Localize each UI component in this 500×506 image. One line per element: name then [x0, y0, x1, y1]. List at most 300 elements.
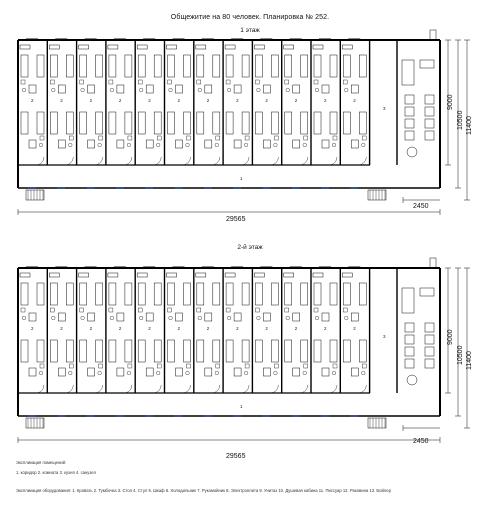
- floor-2-bedside-table: [21, 308, 25, 312]
- floor-2-entrance-stairs: [26, 418, 44, 428]
- floor-2-chair: [81, 316, 85, 320]
- floor-2-table: [176, 313, 183, 321]
- floor-2-table: [29, 313, 36, 321]
- floor-1-bed: [330, 55, 337, 77]
- floor-1-wardrobe: [196, 45, 206, 49]
- floor-2-bed: [109, 283, 116, 305]
- floor-1-bed: [80, 112, 87, 134]
- legend-equipment: Экспликация оборудования: 1. Кровать 2. Тумбочка 3. Стол 4. Стул 5. Шкаф 6. Холодильник 7. Рукомойник 8. Электроплита 9. Унитаз 10. Душевая кабина 11. Писсуар 12. Раковина 13. Бойлер: [16, 488, 391, 493]
- floor-1-bed: [242, 112, 249, 134]
- floor-1-bed: [50, 55, 57, 77]
- floor-2-bed: [154, 283, 161, 305]
- floor-1-table: [29, 140, 36, 148]
- floor-1-bed: [138, 112, 145, 134]
- floor-2-wardrobe: [108, 273, 118, 277]
- floor-2-room-number: 2: [353, 326, 356, 331]
- floor-1-height-10500: 10500: [457, 110, 464, 130]
- floor-2-bed: [80, 340, 87, 362]
- floor-1-toilet-stall: [425, 95, 434, 104]
- floor-2-bedside-table: [138, 308, 142, 312]
- floor-2-toilet-stall: [425, 335, 434, 344]
- floor-1-bed: [226, 55, 233, 77]
- floor-2-table: [234, 368, 241, 376]
- floor-2-table: [293, 368, 300, 376]
- floor-2-chair: [22, 316, 26, 320]
- floor-2-bed: [96, 283, 103, 305]
- floor-2-chair: [98, 371, 102, 375]
- floor-2-bedside-table: [245, 364, 249, 368]
- floor-2-chair: [215, 371, 219, 375]
- floor-1-bed: [197, 112, 204, 134]
- floor-2-table: [146, 368, 153, 376]
- floor-1-chair: [22, 88, 26, 92]
- floor-1-bed: [343, 112, 350, 134]
- floor-1-length-dimension: 29565: [226, 216, 246, 223]
- floor-1-bedside-table: [197, 80, 201, 84]
- floor-1-table: [58, 85, 65, 93]
- floor-2-sink: [407, 375, 417, 385]
- floor-1-chair: [303, 143, 307, 147]
- floor-1-chair: [169, 88, 173, 92]
- floor-1-room-number: 2: [89, 98, 93, 103]
- floor-2-bedside-table: [99, 364, 103, 368]
- floor-2-bedside-table: [197, 308, 201, 312]
- floor-2-bed: [138, 340, 145, 362]
- floor-2-bed: [359, 283, 366, 305]
- floor-1-chair: [110, 88, 114, 92]
- floor-1-bed: [255, 55, 262, 77]
- floor-1-bed: [285, 112, 292, 134]
- floor-2-bed: [285, 283, 292, 305]
- floor-1-room-number: 2: [60, 98, 63, 103]
- floor-1-bedside-table: [255, 80, 259, 84]
- floor-2-chair: [169, 316, 173, 320]
- floor-2-table: [263, 368, 270, 376]
- floor-2-bed: [343, 340, 350, 362]
- floor-1-table: [58, 140, 65, 148]
- floor-2-door-swing: [65, 385, 73, 393]
- floor-1-bedside-table: [304, 136, 308, 140]
- floor-1-bedside-table: [226, 80, 230, 84]
- floor-2-door-swing: [329, 385, 337, 393]
- floor-1-table: [176, 140, 183, 148]
- floor-1-door-swing: [270, 157, 278, 165]
- floor-1-bed: [242, 55, 249, 77]
- floor-2-bed: [109, 340, 116, 362]
- floor-1-chair: [52, 88, 56, 92]
- floor-1-vent-pipe: [430, 30, 436, 40]
- floor-1-chair: [69, 143, 73, 147]
- floor-2-table: [205, 368, 212, 376]
- floor-1-label: 1 этаж: [240, 27, 260, 34]
- floor-2-wardrobe: [254, 273, 264, 277]
- floor-2-chair: [69, 371, 73, 375]
- legend-rooms: 1. коридор 2. комната 3. кухня 4. санузел: [16, 470, 96, 475]
- floor-2-chair: [303, 371, 307, 375]
- floor-1-wardrobe: [20, 45, 30, 49]
- floor-2-room-number: 2: [118, 326, 122, 331]
- floor-2-bed: [301, 283, 308, 305]
- floor-1-bed: [154, 55, 161, 77]
- floor-2-wardrobe: [20, 273, 30, 277]
- floor-2-table: [234, 313, 241, 321]
- floor-2-door-swing: [241, 385, 249, 393]
- floor-2-chair: [244, 371, 248, 375]
- floor-2-chair: [345, 316, 349, 320]
- floor-2-height-9000: 9000: [447, 329, 454, 345]
- floor-1-table: [351, 85, 358, 93]
- floor-1-shower-cabin: [405, 119, 414, 128]
- floor-1-chair: [257, 88, 261, 92]
- floor-1-corridor-dimension: 2450: [413, 203, 429, 210]
- floor-1-chair: [81, 88, 85, 92]
- floor-1-bed: [184, 55, 191, 77]
- floor-2-wardrobe: [49, 273, 59, 277]
- floor-2-bedside-table: [255, 308, 259, 312]
- floor-2-bed: [330, 283, 337, 305]
- floor-2-corridor-dimension: 2450: [413, 438, 429, 445]
- floor-1-bed: [80, 55, 87, 77]
- floor-1-chair: [227, 88, 231, 92]
- floor-2-chair: [332, 371, 336, 375]
- floor-1-table: [205, 85, 212, 93]
- floor-2-chair: [156, 371, 160, 375]
- floor-1-chair: [244, 143, 248, 147]
- floor-1-chair: [274, 143, 278, 147]
- floor-1-room-number: 2: [118, 98, 122, 103]
- floor-2-bed: [168, 283, 175, 305]
- floor-2-bedside-table: [80, 308, 84, 312]
- floor-1-door-swing: [241, 157, 249, 165]
- floor-2-bed: [21, 340, 28, 362]
- floor-1-bed: [50, 112, 57, 134]
- floor-1-bed: [271, 55, 278, 77]
- floor-2-bedside-table: [285, 308, 289, 312]
- floor-1-bed: [255, 112, 262, 134]
- floor-1-shower-cabin: [405, 131, 414, 140]
- floor-1-room-number: 2: [31, 98, 34, 103]
- floor-2-bedside-table: [314, 308, 318, 312]
- floor-1-bedside-table: [333, 136, 337, 140]
- floor-1-bed: [213, 55, 220, 77]
- floor-1-chair: [156, 143, 160, 147]
- floor-2-bed: [197, 283, 204, 305]
- floor-2-wardrobe: [225, 273, 235, 277]
- floor-2-table: [322, 368, 329, 376]
- floor-1-table: [146, 140, 153, 148]
- floor-1-bedside-table: [314, 80, 318, 84]
- floor-2-kitchen-counter: [402, 288, 414, 313]
- floor-1-wardrobe: [254, 45, 264, 49]
- floor-1-bedside-table: [80, 80, 84, 84]
- floor-1-bed: [21, 112, 28, 134]
- floor-2-bedside-table: [128, 364, 132, 368]
- floor-2-bed: [213, 283, 220, 305]
- floor-1-bed: [359, 55, 366, 77]
- floor-2-table: [29, 368, 36, 376]
- floor-1-toilet-stall: [425, 107, 434, 116]
- floor-2-wardrobe: [79, 273, 89, 277]
- floor-1-bed: [197, 55, 204, 77]
- floor-1-wardrobe: [313, 45, 323, 49]
- floor-1-bedside-table: [138, 80, 142, 84]
- floor-1-bedside-table: [168, 80, 172, 84]
- floor-1-chair: [315, 88, 319, 92]
- floor-2-table: [117, 368, 124, 376]
- floor-2-chair: [227, 316, 231, 320]
- floor-2-room-number: 2: [324, 326, 327, 331]
- floor-1-bedside-table: [187, 136, 191, 140]
- floor-2-table: [351, 313, 358, 321]
- floor-1-bed: [359, 112, 366, 134]
- floor-1-toilet-stall: [425, 131, 434, 140]
- floor-1-door-swing: [329, 157, 337, 165]
- floor-2-toilet-stall: [425, 359, 434, 368]
- floor-1-table: [322, 85, 329, 93]
- floor-1-table: [293, 85, 300, 93]
- floor-2-door-swing: [183, 385, 191, 393]
- plan-title: Общежитие на 80 человек. Планировка № 252.: [170, 14, 330, 21]
- floor-1-door-swing: [183, 157, 191, 165]
- floor-1-bed: [314, 112, 321, 134]
- floor-2-bed: [184, 340, 191, 362]
- floor-2-chair: [139, 316, 143, 320]
- floor-2-bedside-table: [109, 308, 113, 312]
- floor-1-wardrobe: [49, 45, 59, 49]
- floor-2-bedside-table: [168, 308, 172, 312]
- floor-2-stair-number: 3: [383, 334, 386, 339]
- floor-1-bed: [125, 112, 132, 134]
- floor-1-bed: [168, 112, 175, 134]
- floor-1-bedside-table: [343, 80, 347, 84]
- floor-2-bedside-table: [69, 364, 73, 368]
- floor-2-bed: [271, 340, 278, 362]
- floor-2-wardrobe: [284, 273, 294, 277]
- floor-2-label: 2-й этаж: [237, 244, 263, 251]
- floor-2-bed: [226, 340, 233, 362]
- floor-1-bed: [226, 112, 233, 134]
- floor-1-table: [234, 85, 241, 93]
- floor-1-door-swing: [153, 157, 161, 165]
- floor-2-table: [88, 313, 95, 321]
- floor-2-bedside-table: [50, 308, 54, 312]
- floor-1-wardrobe: [342, 45, 352, 49]
- floor-2-door-swing: [212, 385, 220, 393]
- floor-2-door-swing: [270, 385, 278, 393]
- floor-2-door-swing: [153, 385, 161, 393]
- floor-1-bed: [314, 55, 321, 77]
- floor-1-toilet-stall: [425, 119, 434, 128]
- floor-2-bed: [314, 283, 321, 305]
- floor-2-wardrobe: [167, 273, 177, 277]
- floor-1-chair: [186, 143, 190, 147]
- floor-2-bedside-table: [187, 364, 191, 368]
- floor-2-bed: [66, 340, 73, 362]
- floor-2-bed: [314, 340, 321, 362]
- floor-1-bedside-table: [245, 136, 249, 140]
- floor-1-bedside-table: [40, 136, 44, 140]
- floor-1-bed: [271, 112, 278, 134]
- floor-1-bed: [301, 112, 308, 134]
- floor-1-chair: [362, 143, 366, 147]
- floor-1-table: [205, 140, 212, 148]
- floor-1-bedside-table: [99, 136, 103, 140]
- floor-1-chair: [98, 143, 102, 147]
- floor-2-table: [88, 368, 95, 376]
- floor-2-shower-cabin: [405, 323, 414, 332]
- floor-2-bed: [66, 283, 73, 305]
- floor-2-chair: [127, 371, 131, 375]
- floor-2-room-number: 2: [177, 326, 181, 331]
- floor-1-table: [322, 140, 329, 148]
- floor-2-shower-cabin: [405, 335, 414, 344]
- floor-2-bed: [21, 283, 28, 305]
- floor-1-door-swing: [300, 157, 308, 165]
- floor-2-table: [263, 313, 270, 321]
- floor-1-table: [176, 85, 183, 93]
- floor-1-wardrobe: [225, 45, 235, 49]
- floor-2-bedside-table: [304, 364, 308, 368]
- floor-1-bedside-table: [128, 136, 132, 140]
- floor-2-bedside-table: [40, 364, 44, 368]
- floor-1-table: [88, 85, 95, 93]
- floor-1-wardrobe: [167, 45, 177, 49]
- floor-1-room-number: 2: [236, 98, 239, 103]
- floor-2-bed: [168, 340, 175, 362]
- floor-1-chair: [198, 88, 202, 92]
- floor-2-bed: [138, 283, 145, 305]
- floor-2-door-swing: [358, 385, 366, 393]
- floor-1-exit-stairs: [368, 190, 386, 200]
- floor-2-bedside-table: [157, 364, 161, 368]
- floor-1-table: [351, 140, 358, 148]
- floor-1-bed: [168, 55, 175, 77]
- floor-2-chair: [362, 371, 366, 375]
- floor-1-bedside-table: [274, 136, 278, 140]
- floor-2-bed: [242, 283, 249, 305]
- floor-1-table: [117, 140, 124, 148]
- floor-1-bed: [213, 112, 220, 134]
- floor-1-bed: [66, 55, 73, 77]
- floor-2-room-number: 2: [236, 326, 239, 331]
- floor-1-bedside-table: [50, 80, 54, 84]
- floor-2-chair: [257, 316, 261, 320]
- floor-1-corridor-number: 1: [240, 176, 243, 181]
- floor-2-table: [176, 368, 183, 376]
- floor-1-chair: [127, 143, 131, 147]
- floor-1-shower-cabin: [405, 95, 414, 104]
- floor-1-wardrobe: [284, 45, 294, 49]
- floor-2-bed: [184, 283, 191, 305]
- floor-2-bed: [343, 283, 350, 305]
- floor-1-wardrobe: [79, 45, 89, 49]
- floor-2-length-dimension: 29565: [226, 453, 246, 460]
- floor-2-bed: [226, 283, 233, 305]
- floor-1-room-number: 2: [265, 98, 268, 103]
- floor-1-entrance-stairs: [26, 190, 44, 200]
- floor-2-wardrobe: [137, 273, 147, 277]
- floor-1-bedside-table: [362, 136, 366, 140]
- floor-2-table: [58, 368, 65, 376]
- floor-1-bed: [138, 55, 145, 77]
- floor-1-table: [117, 85, 124, 93]
- floor-1-door-swing: [95, 157, 103, 165]
- floor-2-bed: [242, 340, 249, 362]
- floor-2-bedside-table: [274, 364, 278, 368]
- floor-1-bedside-table: [21, 80, 25, 84]
- floor-1-door-swing: [212, 157, 220, 165]
- floor-1-bed: [285, 55, 292, 77]
- floor-2-bed: [213, 340, 220, 362]
- floor-2-wardrobe: [342, 273, 352, 277]
- floor-2-table: [146, 313, 153, 321]
- floor-1-room-number: 2: [177, 98, 181, 103]
- floor-2-room-number: 2: [265, 326, 268, 331]
- floor-2-bed: [50, 340, 57, 362]
- floor-1-stove: [420, 60, 434, 68]
- floor-2-stove: [420, 288, 434, 296]
- floor-2-chair: [39, 371, 43, 375]
- floor-1-bedside-table: [109, 80, 113, 84]
- floor-1-chair: [215, 143, 219, 147]
- floor-2-wardrobe: [313, 273, 323, 277]
- floor-2-bed: [359, 340, 366, 362]
- floor-1-chair: [332, 143, 336, 147]
- floor-1-bed: [109, 55, 116, 77]
- floor-2-chair: [286, 316, 290, 320]
- floor-1-bed: [343, 55, 350, 77]
- floor-2-room-number: 2: [89, 326, 93, 331]
- floor-2-door-swing: [300, 385, 308, 393]
- floor-2-door-swing: [124, 385, 132, 393]
- floor-2-bedside-table: [362, 364, 366, 368]
- floor-1-table: [29, 85, 36, 93]
- floor-2-chair: [274, 371, 278, 375]
- floor-2-door-swing: [36, 385, 44, 393]
- floor-2-plan: [18, 258, 470, 443]
- floor-2-bed: [125, 283, 132, 305]
- floor-2-shower-cabin: [405, 347, 414, 356]
- floor-2-table: [117, 313, 124, 321]
- floor-2-corridor-number: 1: [240, 404, 243, 409]
- floor-1-bed: [21, 55, 28, 77]
- floor-1-kitchen-counter: [402, 60, 414, 85]
- floor-2-height-11400: 11400: [466, 351, 473, 370]
- floor-1-table: [263, 140, 270, 148]
- floor-1-height-11400: 11400: [466, 116, 473, 135]
- floor-1-bedside-table: [157, 136, 161, 140]
- floor-2-chair: [110, 316, 114, 320]
- floor-1-room-number: 2: [324, 98, 327, 103]
- floor-2-bed: [301, 340, 308, 362]
- floor-1-wardrobe: [137, 45, 147, 49]
- floor-2-bed: [37, 283, 44, 305]
- floor-2-bed: [197, 340, 204, 362]
- floor-1-table: [263, 85, 270, 93]
- floor-1-room-number: 2: [148, 98, 151, 103]
- floor-1-room-number: 2: [294, 98, 298, 103]
- floor-2-bedside-table: [226, 308, 230, 312]
- floor-1-plan: [18, 30, 470, 215]
- floor-2-chair: [52, 316, 56, 320]
- floor-2-table: [322, 313, 329, 321]
- floor-1-door-swing: [65, 157, 73, 165]
- floor-1-bed: [184, 112, 191, 134]
- floor-1-table: [146, 85, 153, 93]
- floor-2-room-number: 2: [148, 326, 151, 331]
- floor-2-exit-stairs: [368, 418, 386, 428]
- floor-1-bed: [301, 55, 308, 77]
